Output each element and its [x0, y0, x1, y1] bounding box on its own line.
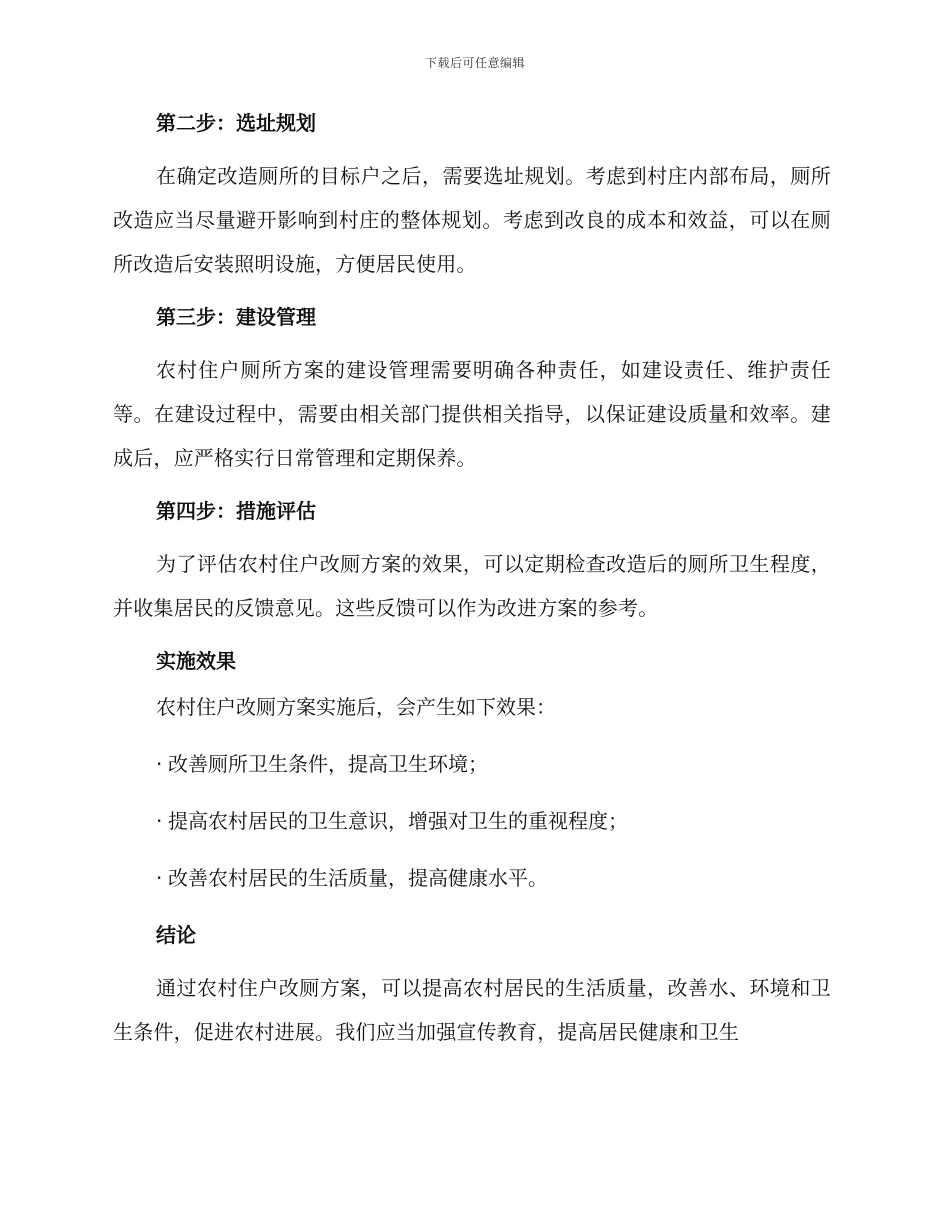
section-heading-effects: 实施效果: [156, 649, 236, 673]
bullet-mark: ·: [156, 752, 163, 776]
bullet-text: 改善农村居民的生活质量，提高健康水平。: [168, 866, 548, 890]
page-header-note: 下载后可任意编辑: [424, 56, 525, 70]
paragraph-step2: 在确定改造厕所的目标户之后，需要选址规划。考虑到村庄内部布局，厕所改造应当尽量避开影响到村庄的整体规划。考虑到改良的成本和效益，可以在厕所改造后安装照明设施，方便居民使用。: [113, 164, 831, 276]
bullet-text: 提高农村居民的卫生意识，增强对卫生的重视程度；: [168, 809, 628, 833]
paragraph-step3: 农村住户厕所方案的建设管理需要明确各种责任，如建设责任、维护责任等。在建设过程中，需要由相关部门提供相关指导，以保证建设质量和效率。建成后，应严格实行日常管理和定期保养。: [113, 358, 831, 470]
section-heading-step4: 第四步：措施评估: [156, 499, 316, 523]
section-heading-step3: 第三步：建设管理: [156, 305, 316, 329]
effects-intro: 农村住户改厕方案实施后，会产生如下效果：: [156, 695, 556, 719]
bullet-mark: ·: [156, 809, 163, 833]
document-body: [113, 108, 831, 1070]
bullet-item: [113, 863, 831, 920]
bullet-text: 改善厕所卫生条件，提高卫生环境；: [168, 752, 488, 776]
paragraph-conclusion: 通过农村住户改厕方案，可以提高农村居民的生活质量，改善水、环境和卫生条件，促进农村进展。我们应当加强宣传教育，提高居民健康和卫生: [113, 976, 831, 1044]
bullet-mark: ·: [156, 866, 163, 890]
section-heading-conclusion: 结论: [156, 923, 196, 947]
bullet-item: [113, 806, 831, 863]
section-heading-step2: 第二步：选址规划: [156, 111, 316, 135]
paragraph-step4: 为了评估农村住户改厕方案的效果，可以定期检查改造后的厕所卫生程度，并收集居民的反馈意见。这些反馈可以作为改进方案的参考。: [113, 552, 831, 620]
bullet-item: [113, 749, 831, 806]
